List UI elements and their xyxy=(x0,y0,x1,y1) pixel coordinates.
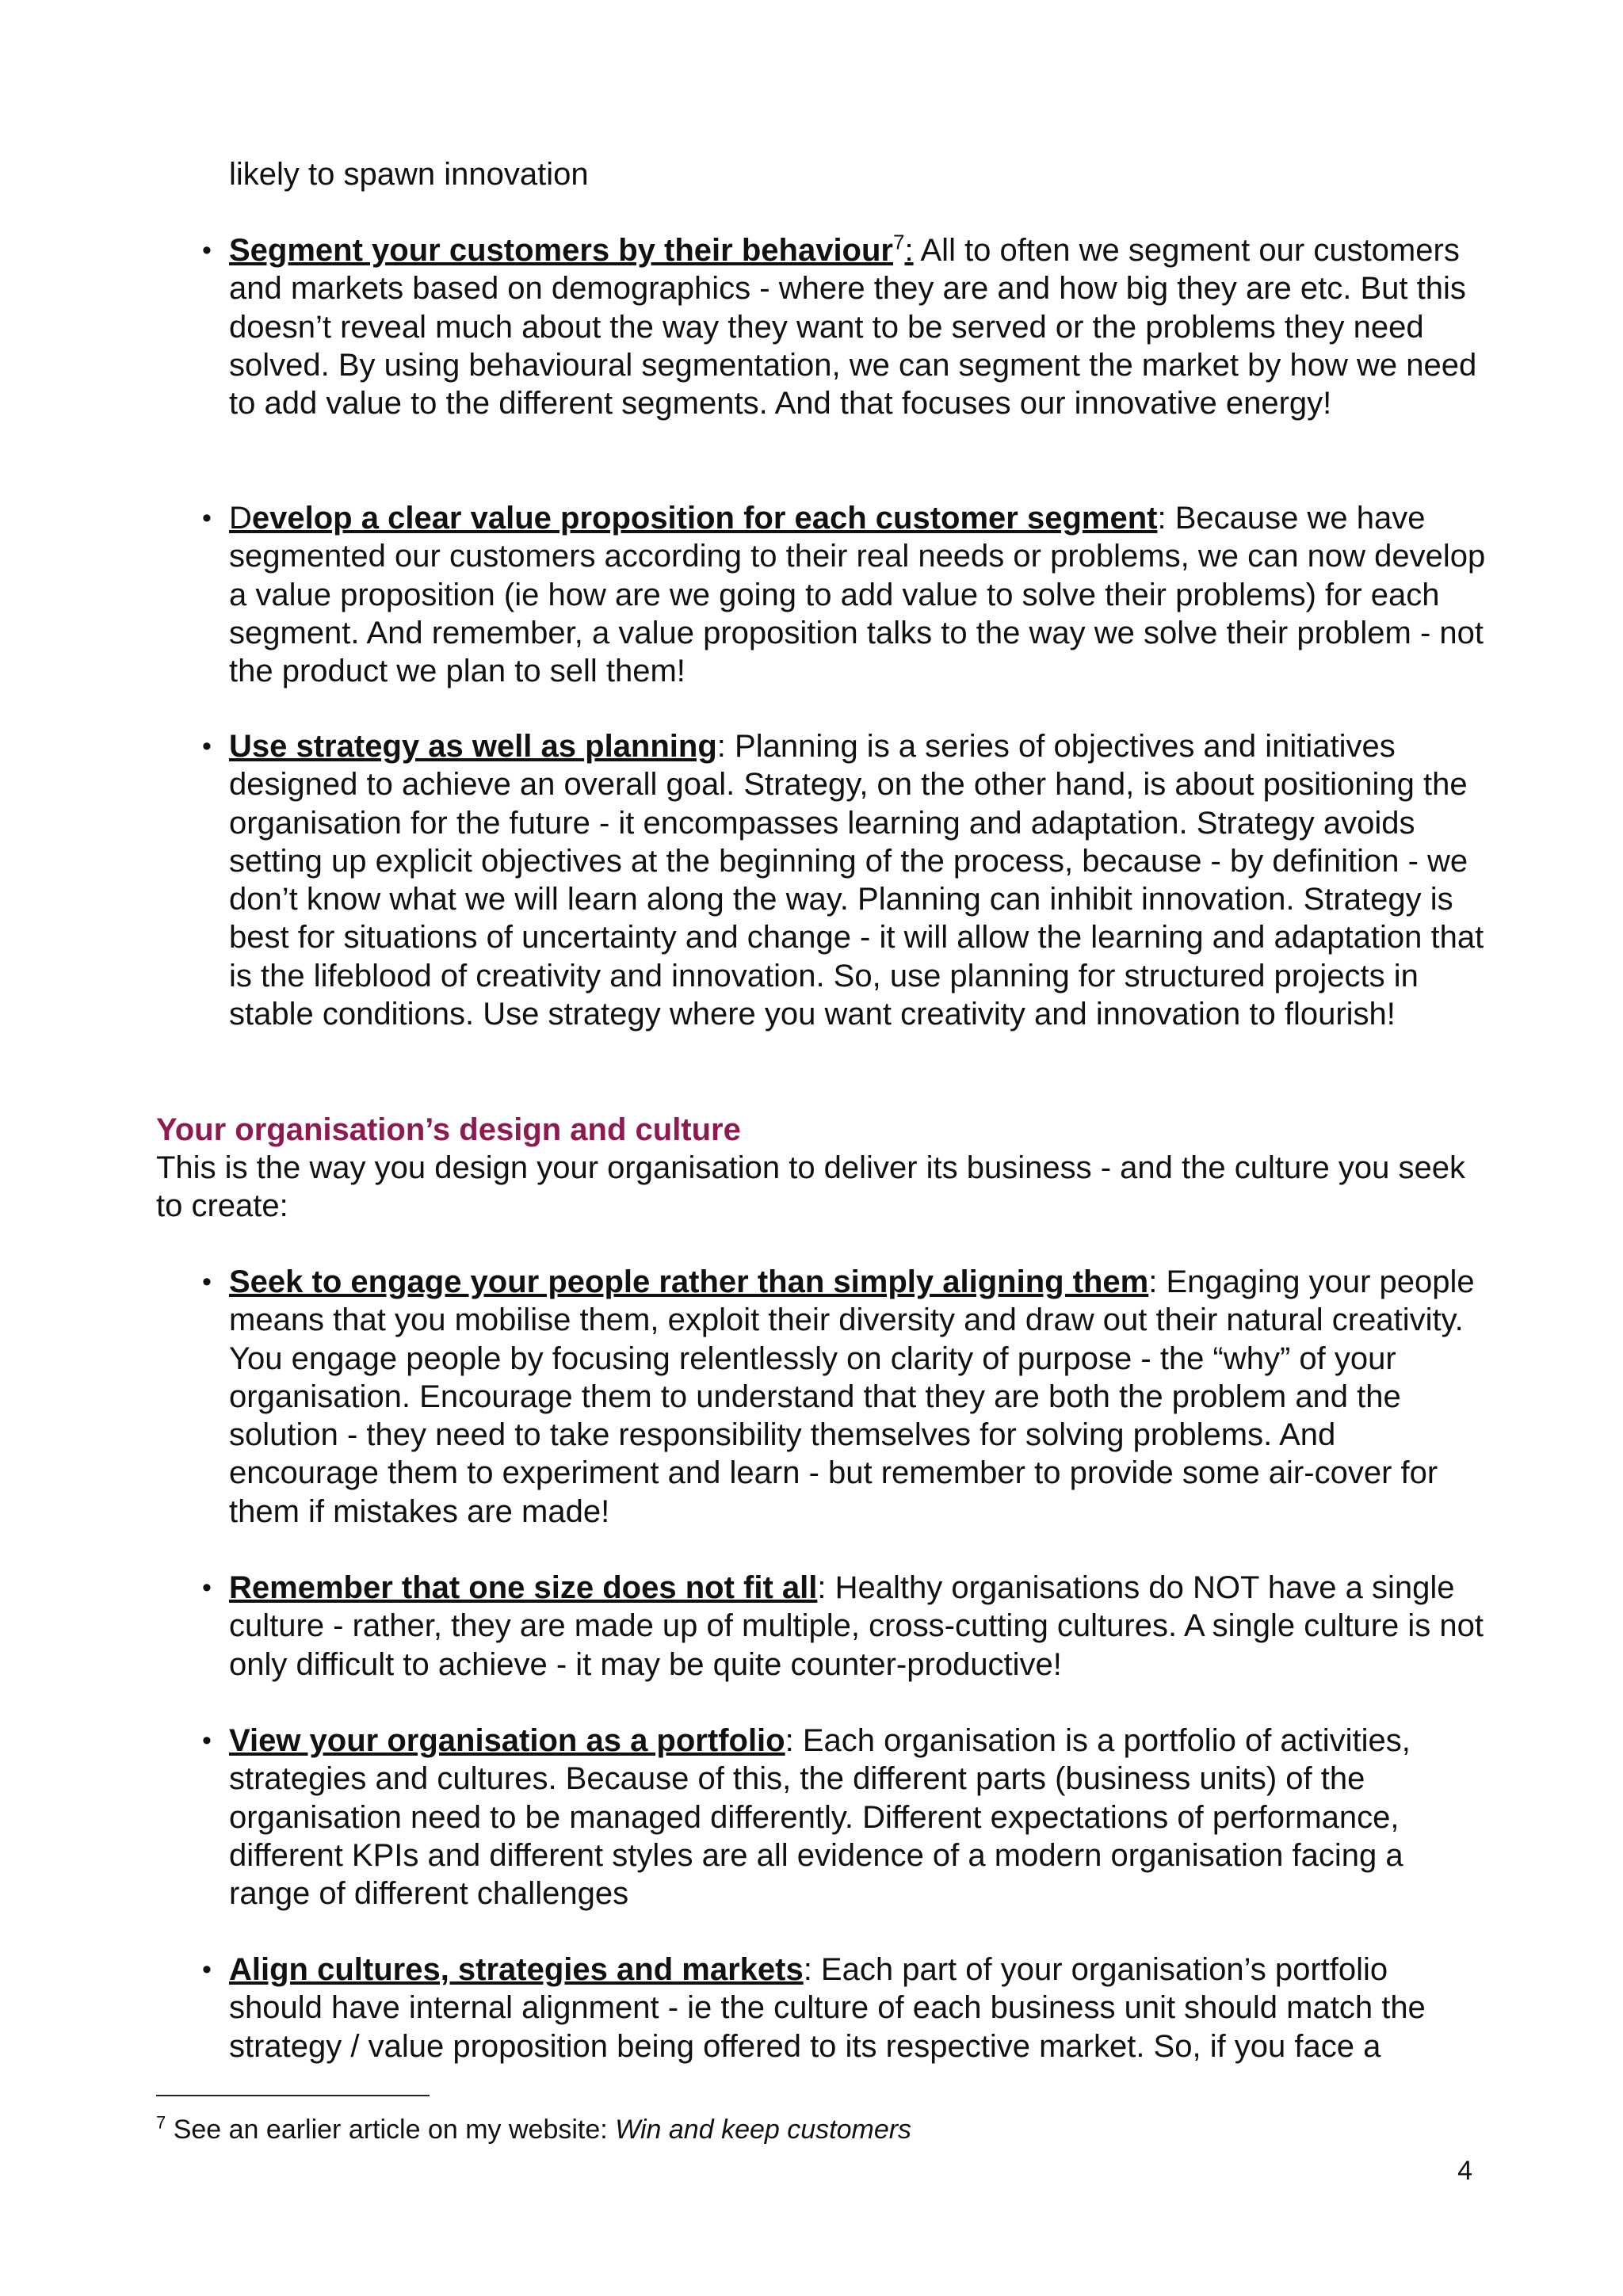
list-item-body: : Each part of your organisation’s portfolio should have internal alignment - ie the culture of each business unit should match the strategy / value proposition being offered to its respective market. So, if you face a xyxy=(229,1952,1426,2064)
list-item-body: : Each organisation is a portfolio of activities, strategies and cultures. Because of this, the different parts (business units) of the organisation need to be managed differently. Different expectations of performance, different KPIs and different styles are all evidence of a modern organisation facing a range of different challenges xyxy=(229,1723,1411,1912)
bullet-marker: • xyxy=(202,503,212,533)
footnote-link-title[interactable]: Win and keep customers xyxy=(615,2115,912,2145)
list-item-segment-customers xyxy=(229,231,1489,422)
footnote-ref[interactable]: 7 xyxy=(893,230,905,254)
section-heading: Your organisation’s design and culture xyxy=(156,1112,741,1147)
list-item-lead-initial: D xyxy=(229,501,252,536)
footnote xyxy=(156,2114,911,2145)
footnote-text: See an earlier article on my website: xyxy=(166,2115,616,2145)
list-item-body: : Engaging your people means that you mobilise them, exploit their diversity and draw out their natural creativity. You engage people by focusing relentlessly on clarity of purpose - the “why” of your organisation. Encourage them to understand that they are both the problem and the solution - they need to take responsibility themselves for solving problems. And encourage them to experiment and learn - but remember to provide some air-cover for them if mistakes are made! xyxy=(229,1264,1475,1529)
footnote-number: 7 xyxy=(156,2112,166,2133)
page-number: 4 xyxy=(1457,2156,1472,2186)
list-item-lead: Align cultures, strategies and markets xyxy=(229,1952,804,1987)
bullet-marker: • xyxy=(202,1573,212,1603)
list-item-body: : Because we have segmented our customers according to their real needs or problems, we can now develop a value proposition (ie how are we going to add value to solve their problems) for each segment. And remember, a value proposition talks to the way we solve their problem - not the product we plan to sell them! xyxy=(229,501,1486,689)
lead-separator: : xyxy=(904,233,914,268)
list-item-portfolio xyxy=(229,1722,1489,1913)
footnote-divider xyxy=(156,2095,430,2096)
list-item-lead: evelop a clear value proposition for each customer segment xyxy=(251,501,1158,536)
list-item-lead: Seek to engage your people rather than simply aligning them xyxy=(229,1264,1149,1299)
list-item-align-cultures xyxy=(229,1951,1489,2065)
list-item-lead: View your organisation as a portfolio xyxy=(229,1723,785,1758)
continuation-text: likely to spawn innovation xyxy=(229,157,589,192)
list-item-body: : Planning is a series of objectives and initiatives designed to achieve an overall goal. Strategy, on the other hand, is about positioning the organisation for the future - it encompasses learning and adaptation. Strategy avoids setting up explicit objectives at the beginning of the process, because - by definition - we don’t know what we will learn along the way. Planning can inhibit innovation. Strategy is best for situations of uncertainty and change - it will allow the learning and adaptation that is the lifeblood of creativity and innovation. So, use planning for structured projects in stable conditions. Use strategy where you want creativity and innovation to flourish! xyxy=(229,729,1484,1032)
list-item-lead: Segment your customers by their behaviour xyxy=(229,233,893,268)
bullet-marker: • xyxy=(202,731,212,761)
list-item-lead: Remember that one size does not fit all xyxy=(229,1570,818,1605)
list-item-body: All to often we segment our customers and markets based on demographics - where they are and how big they are etc. But this doesn’t reveal much about the way they want to be served or the problems they need solved. By using behavioural segmentation, we can segment the market by how we need to add value to the different segments. And that focuses our innovative energy! xyxy=(229,233,1477,421)
bullet-marker: • xyxy=(202,235,212,265)
list-item-body: : Healthy organisations do NOT have a single culture - rather, they are made up of multiple, cross-cutting cultures. A single culture is not only difficult to achieve - it may be quite counter-productive! xyxy=(229,1570,1484,1682)
list-item-value-proposition xyxy=(229,499,1489,690)
list-item-strategy-planning xyxy=(229,727,1489,1033)
bullet-marker: • xyxy=(202,1955,212,1985)
list-item-lead: Use strategy as well as planning xyxy=(229,729,717,764)
bullet-marker: • xyxy=(202,1726,212,1756)
section-intro: This is the way you design your organisation to deliver its business - and the culture you seek to create: xyxy=(156,1150,1465,1224)
list-item-one-size xyxy=(229,1569,1489,1684)
bullet-marker: • xyxy=(202,1267,212,1297)
list-item-engage-people xyxy=(229,1263,1489,1531)
